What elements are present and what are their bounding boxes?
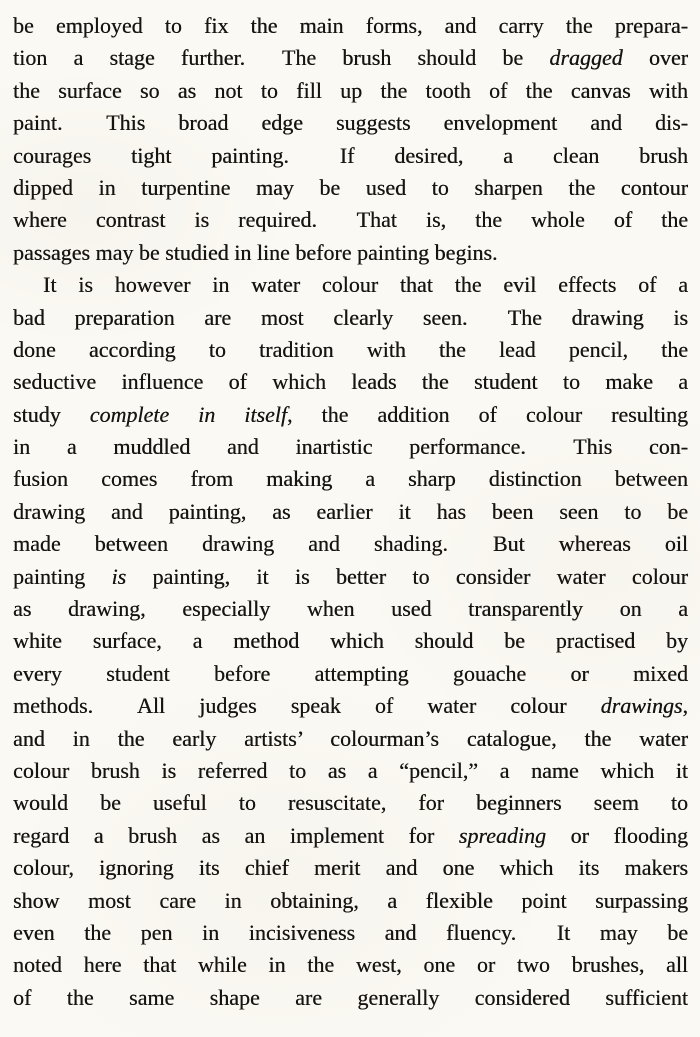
- text-run: drawing and painting, as earlier it has been seen to be: [13, 498, 688, 524]
- text-line: [13, 625, 688, 657]
- text-line: [13, 528, 688, 560]
- text-line: [13, 431, 688, 463]
- text-run: , the addition of colour resulting: [287, 401, 688, 427]
- text-run: fusion comes from making a sharp distinction between: [13, 466, 688, 492]
- text-line: [13, 366, 688, 398]
- text-run: and in the early artists’ colourman’s catalogue, the water: [13, 725, 688, 751]
- text-line: [13, 885, 688, 917]
- text-line: [13, 755, 688, 787]
- text-line: [13, 302, 688, 334]
- text-run: of the same shape are generally considered sufficient: [13, 984, 688, 1010]
- text-run: colour brush is referred to as a “pencil,” a name which it: [13, 757, 688, 783]
- text-run: seductive influence of which leads the student to make a: [13, 369, 688, 395]
- text-run: tion a stage further. The brush should be: [13, 45, 550, 71]
- text-run: would be useful to resuscitate, for beginners seem to: [13, 790, 688, 816]
- text-run: be employed to fix the main forms, and carry the prepara-: [13, 13, 688, 38]
- text-line: [13, 820, 688, 852]
- italic-text-run: spreading: [458, 822, 546, 848]
- italic-text-run: is: [111, 563, 127, 589]
- italic-text-run: dragged: [549, 45, 623, 71]
- text-run: made between drawing and shading. But whereas oil: [13, 531, 688, 557]
- text-line: [13, 787, 688, 819]
- text-run: the surface so as not to fill up the tooth of the canvas with: [13, 77, 688, 103]
- text-run: show most care in obtaining, a flexible point surpassing: [13, 887, 688, 913]
- text-line: [13, 140, 688, 172]
- text-line: [13, 237, 688, 269]
- italic-text-run: drawings: [600, 693, 683, 719]
- text-run: regard a brush as an implement for: [13, 822, 459, 848]
- text-run: paint. This broad edge suggests envelopment and dis-: [13, 110, 688, 136]
- text-line: [13, 75, 688, 107]
- text-run: painting, it is better to consider water colour: [126, 563, 688, 589]
- text-run: study: [13, 401, 90, 427]
- text-line: [13, 204, 688, 236]
- text-run: methods. All judges speak of water colour: [13, 693, 601, 719]
- text-line: [13, 658, 688, 690]
- text-run: dipped in turpentine may be used to sharpen the contour: [13, 174, 688, 200]
- page-text: [13, 10, 688, 1014]
- text-line: [13, 42, 688, 74]
- text-line: [13, 723, 688, 755]
- text-run: every student before attempting gouache or mixed: [13, 660, 688, 686]
- text-line: [13, 269, 688, 301]
- text-run: ,: [682, 693, 688, 719]
- text-line: [13, 107, 688, 139]
- text-run: in a muddled and inartistic performance. This con-: [13, 434, 688, 460]
- text-run: as drawing, especially when used transparently on a: [13, 596, 688, 622]
- text-line: [13, 496, 688, 528]
- text-line: [13, 690, 688, 722]
- text-line: [13, 593, 688, 625]
- text-run: painting: [13, 563, 112, 589]
- text-run: over: [622, 45, 688, 71]
- text-run: even the pen in incisiveness and fluency. It may be: [13, 919, 688, 945]
- text-run: courages tight painting. If desired, a clean brush: [13, 142, 688, 168]
- text-line: [13, 852, 688, 884]
- text-run: noted here that while in the west, one or two brushes, all: [13, 952, 688, 978]
- text-run: white surface, a method which should be practised by: [13, 628, 688, 654]
- text-run: where contrast is required. That is, the whole of the: [13, 207, 688, 233]
- text-run: It is however in water colour that the evil effects of a: [43, 272, 688, 298]
- text-line: [13, 917, 688, 949]
- text-run: colour, ignoring its chief merit and one which its makers: [13, 855, 688, 881]
- italic-text-run: complete in itself: [89, 401, 287, 427]
- text-line: [13, 10, 688, 42]
- text-line: [13, 949, 688, 981]
- text-line: [13, 399, 688, 431]
- text-line: [13, 982, 688, 1014]
- text-run: done according to tradition with the lead pencil, the: [13, 336, 688, 362]
- text-line: [13, 561, 688, 593]
- text-line: [13, 334, 688, 366]
- text-line: [13, 172, 688, 204]
- text-line: [13, 463, 688, 495]
- text-run: passages may be studied in line before painting begins.: [13, 239, 498, 265]
- text-run: bad preparation are most clearly seen. The drawing is: [13, 304, 688, 330]
- text-run: or flooding: [545, 822, 688, 848]
